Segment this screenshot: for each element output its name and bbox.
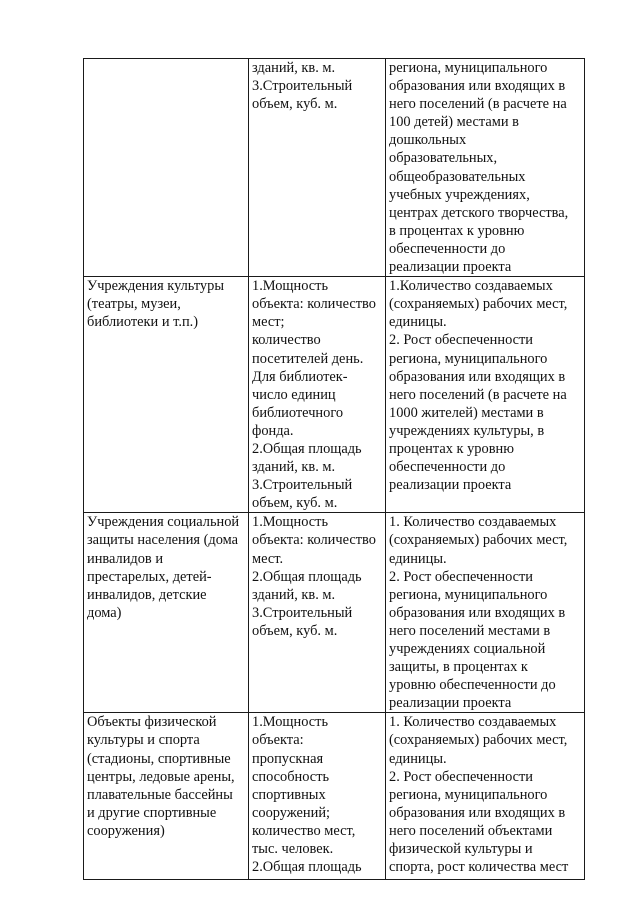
cell-text-line: в процентах к уровню <box>389 222 525 239</box>
cell-capacity <box>249 713 386 880</box>
cell-text-line: учреждениях социальной <box>389 641 546 657</box>
cell-text-line: и другие спортивные <box>87 804 217 821</box>
cell-text-line: образования или входящих в <box>389 368 566 385</box>
cell-text-line: 3.Строительный <box>252 477 353 494</box>
cell-text-line: уровню обеспеченности до <box>389 677 556 694</box>
cell-text-line: 1. Количество создаваемых <box>389 714 557 731</box>
cell-text-line: физической культуры и <box>389 841 533 858</box>
cell-text-line: центрах детского творчества, <box>389 204 569 221</box>
cell-text-line: образования или входящих в <box>389 804 566 821</box>
cell-text-line: зданий, кв. м. <box>252 60 336 76</box>
cell-text-line: 1.Мощность <box>252 278 329 295</box>
cell-text-line: объекта: <box>252 732 304 749</box>
cell-indicators <box>386 59 585 277</box>
cell-text-line: объем, куб. м. <box>252 622 338 639</box>
cell-text-line: 3.Строительный <box>252 604 353 621</box>
cell-text-line: дошкольных <box>389 132 467 149</box>
cell-indicators <box>386 513 585 713</box>
cell-text-line: фонда. <box>252 422 294 439</box>
cell-text-line: сооружения) <box>87 822 165 839</box>
cell-text-line: (сохраняемых) рабочих мест, <box>389 296 568 313</box>
cell-text-line: обеспеченности до <box>389 459 506 476</box>
cell-text-line: 1.Мощность <box>252 714 329 731</box>
cell-text-line: него поселений (в расчете на <box>389 386 567 403</box>
cell-text-line: способность <box>252 768 330 785</box>
cell-text-line: реализации проекта <box>389 695 512 712</box>
cell-text-line: сооружений; <box>252 804 331 821</box>
cell-text-line: единицы. <box>389 550 447 567</box>
cell-text-line: объем, куб. м. <box>252 96 338 113</box>
cell-text-line: Учреждения культуры <box>87 278 224 295</box>
table-row <box>84 513 585 713</box>
cell-text-line: региона, муниципального <box>389 350 548 367</box>
cell-text-line: 1000 жителей) местами в <box>389 404 544 421</box>
cell-text-line: (сохраняемых) рабочих мест, <box>389 532 568 549</box>
cell-text-line: 1. Количество создаваемых <box>389 514 557 531</box>
cell-object-type <box>84 59 249 277</box>
cell-text-line: зданий, кв. м. <box>252 586 336 603</box>
cell-capacity <box>249 59 386 277</box>
cell-text-line: (стадионы, спортивные <box>87 750 231 767</box>
cell-text-line: 2. Рост обеспеченности <box>389 768 534 785</box>
cell-text-line: региона, муниципального <box>389 586 548 603</box>
cell-capacity <box>249 513 386 713</box>
cell-text-line: защиты населения (дома <box>87 532 239 549</box>
cell-text-line: объекта: количество <box>252 296 376 313</box>
cell-indicators <box>386 277 585 513</box>
cell-text-line: него поселений (в расчете на <box>389 96 567 113</box>
cell-text-line: образования или входящих в <box>389 78 566 95</box>
cell-text-line: мест. <box>252 550 284 567</box>
cell-text-line: 2.Общая площадь <box>252 568 362 585</box>
cell-text-line: мест; <box>252 314 285 331</box>
cell-text-line: библиотеки и т.п.) <box>87 314 199 331</box>
cell-text-line: него поселений местами в <box>389 622 551 639</box>
cell-text-line: 2.Общая площадь <box>252 440 362 457</box>
table-row <box>84 713 585 880</box>
table-row <box>84 59 585 277</box>
cell-text-line: библиотечного <box>252 404 344 421</box>
cell-capacity <box>249 277 386 513</box>
table-body <box>84 59 585 880</box>
cell-object-type <box>84 277 249 513</box>
cell-text-line: число единиц <box>252 386 336 403</box>
cell-text-line: (театры, музеи, <box>87 296 181 313</box>
cell-text-line: 1.Мощность <box>252 514 329 531</box>
cell-text-line: посетителей день. <box>252 350 364 367</box>
cell-text-line: образовательных, <box>389 150 498 167</box>
table-row <box>84 277 585 513</box>
cell-text-line: 1.Количество создаваемых <box>389 278 553 295</box>
cell-text-line: региона, муниципального <box>389 786 548 803</box>
cell-text-line: центры, ледовые арены, <box>87 768 235 785</box>
cell-text-line: 2. Рост обеспеченности <box>389 332 534 349</box>
cell-text-line: дома) <box>87 604 122 621</box>
cell-text-line: инвалидов, детские <box>87 586 207 603</box>
document-table <box>83 58 585 880</box>
cell-text-line: Объекты физической <box>87 714 217 731</box>
cell-text-line: 2.Общая площадь <box>252 859 362 876</box>
cell-text-line: пропускная <box>252 750 324 767</box>
cell-text-line: плавательные бассейны <box>87 786 233 803</box>
cell-text-line: Учреждения социальной <box>87 514 240 531</box>
cell-text-line: 3.Строительный <box>252 78 353 95</box>
cell-text-line: спорта, рост количества мест <box>389 859 569 876</box>
cell-text-line: общеобразовательных <box>389 168 526 185</box>
cell-text-line: инвалидов и <box>87 550 164 567</box>
cell-text-line: (сохраняемых) рабочих мест, <box>389 732 568 749</box>
cell-text-line: единицы. <box>389 314 447 331</box>
cell-text-line: спортивных <box>252 786 326 803</box>
cell-text-line: количество <box>252 332 321 349</box>
cell-text-line: объем, куб. м. <box>252 495 338 512</box>
cell-text-line: учебных учреждениях, <box>389 186 530 203</box>
cell-text-line: 100 детей) местами в <box>389 114 519 131</box>
cell-text-line: 2. Рост обеспеченности <box>389 568 534 585</box>
cell-text-line: региона, муниципального <box>389 60 548 76</box>
cell-text-line: зданий, кв. м. <box>252 459 336 476</box>
cell-text-line: тыс. человек. <box>252 841 334 858</box>
cell-text-line: количество мест, <box>252 822 356 839</box>
cell-text-line: единицы. <box>389 750 447 767</box>
cell-text-line: защиты, в процентах к <box>389 659 528 676</box>
cell-text-line: процентах к уровню <box>389 440 514 457</box>
cell-text-line: него поселений объектами <box>389 822 553 839</box>
cell-indicators <box>386 713 585 880</box>
cell-object-type <box>84 713 249 880</box>
cell-text-line: образования или входящих в <box>389 604 566 621</box>
cell-text-line: объекта: количество <box>252 532 376 549</box>
cell-text-line: Для библиотек- <box>252 368 348 385</box>
cell-text-line: обеспеченности до <box>389 240 506 257</box>
cell-text-line: культуры и спорта <box>87 732 200 749</box>
cell-text-line: престарелых, детей- <box>87 568 212 585</box>
cell-object-type <box>84 513 249 713</box>
cell-text-line: учреждениях культуры, в <box>389 422 545 439</box>
cell-text-line: реализации проекта <box>389 477 512 494</box>
cell-text-line: реализации проекта <box>389 259 512 276</box>
